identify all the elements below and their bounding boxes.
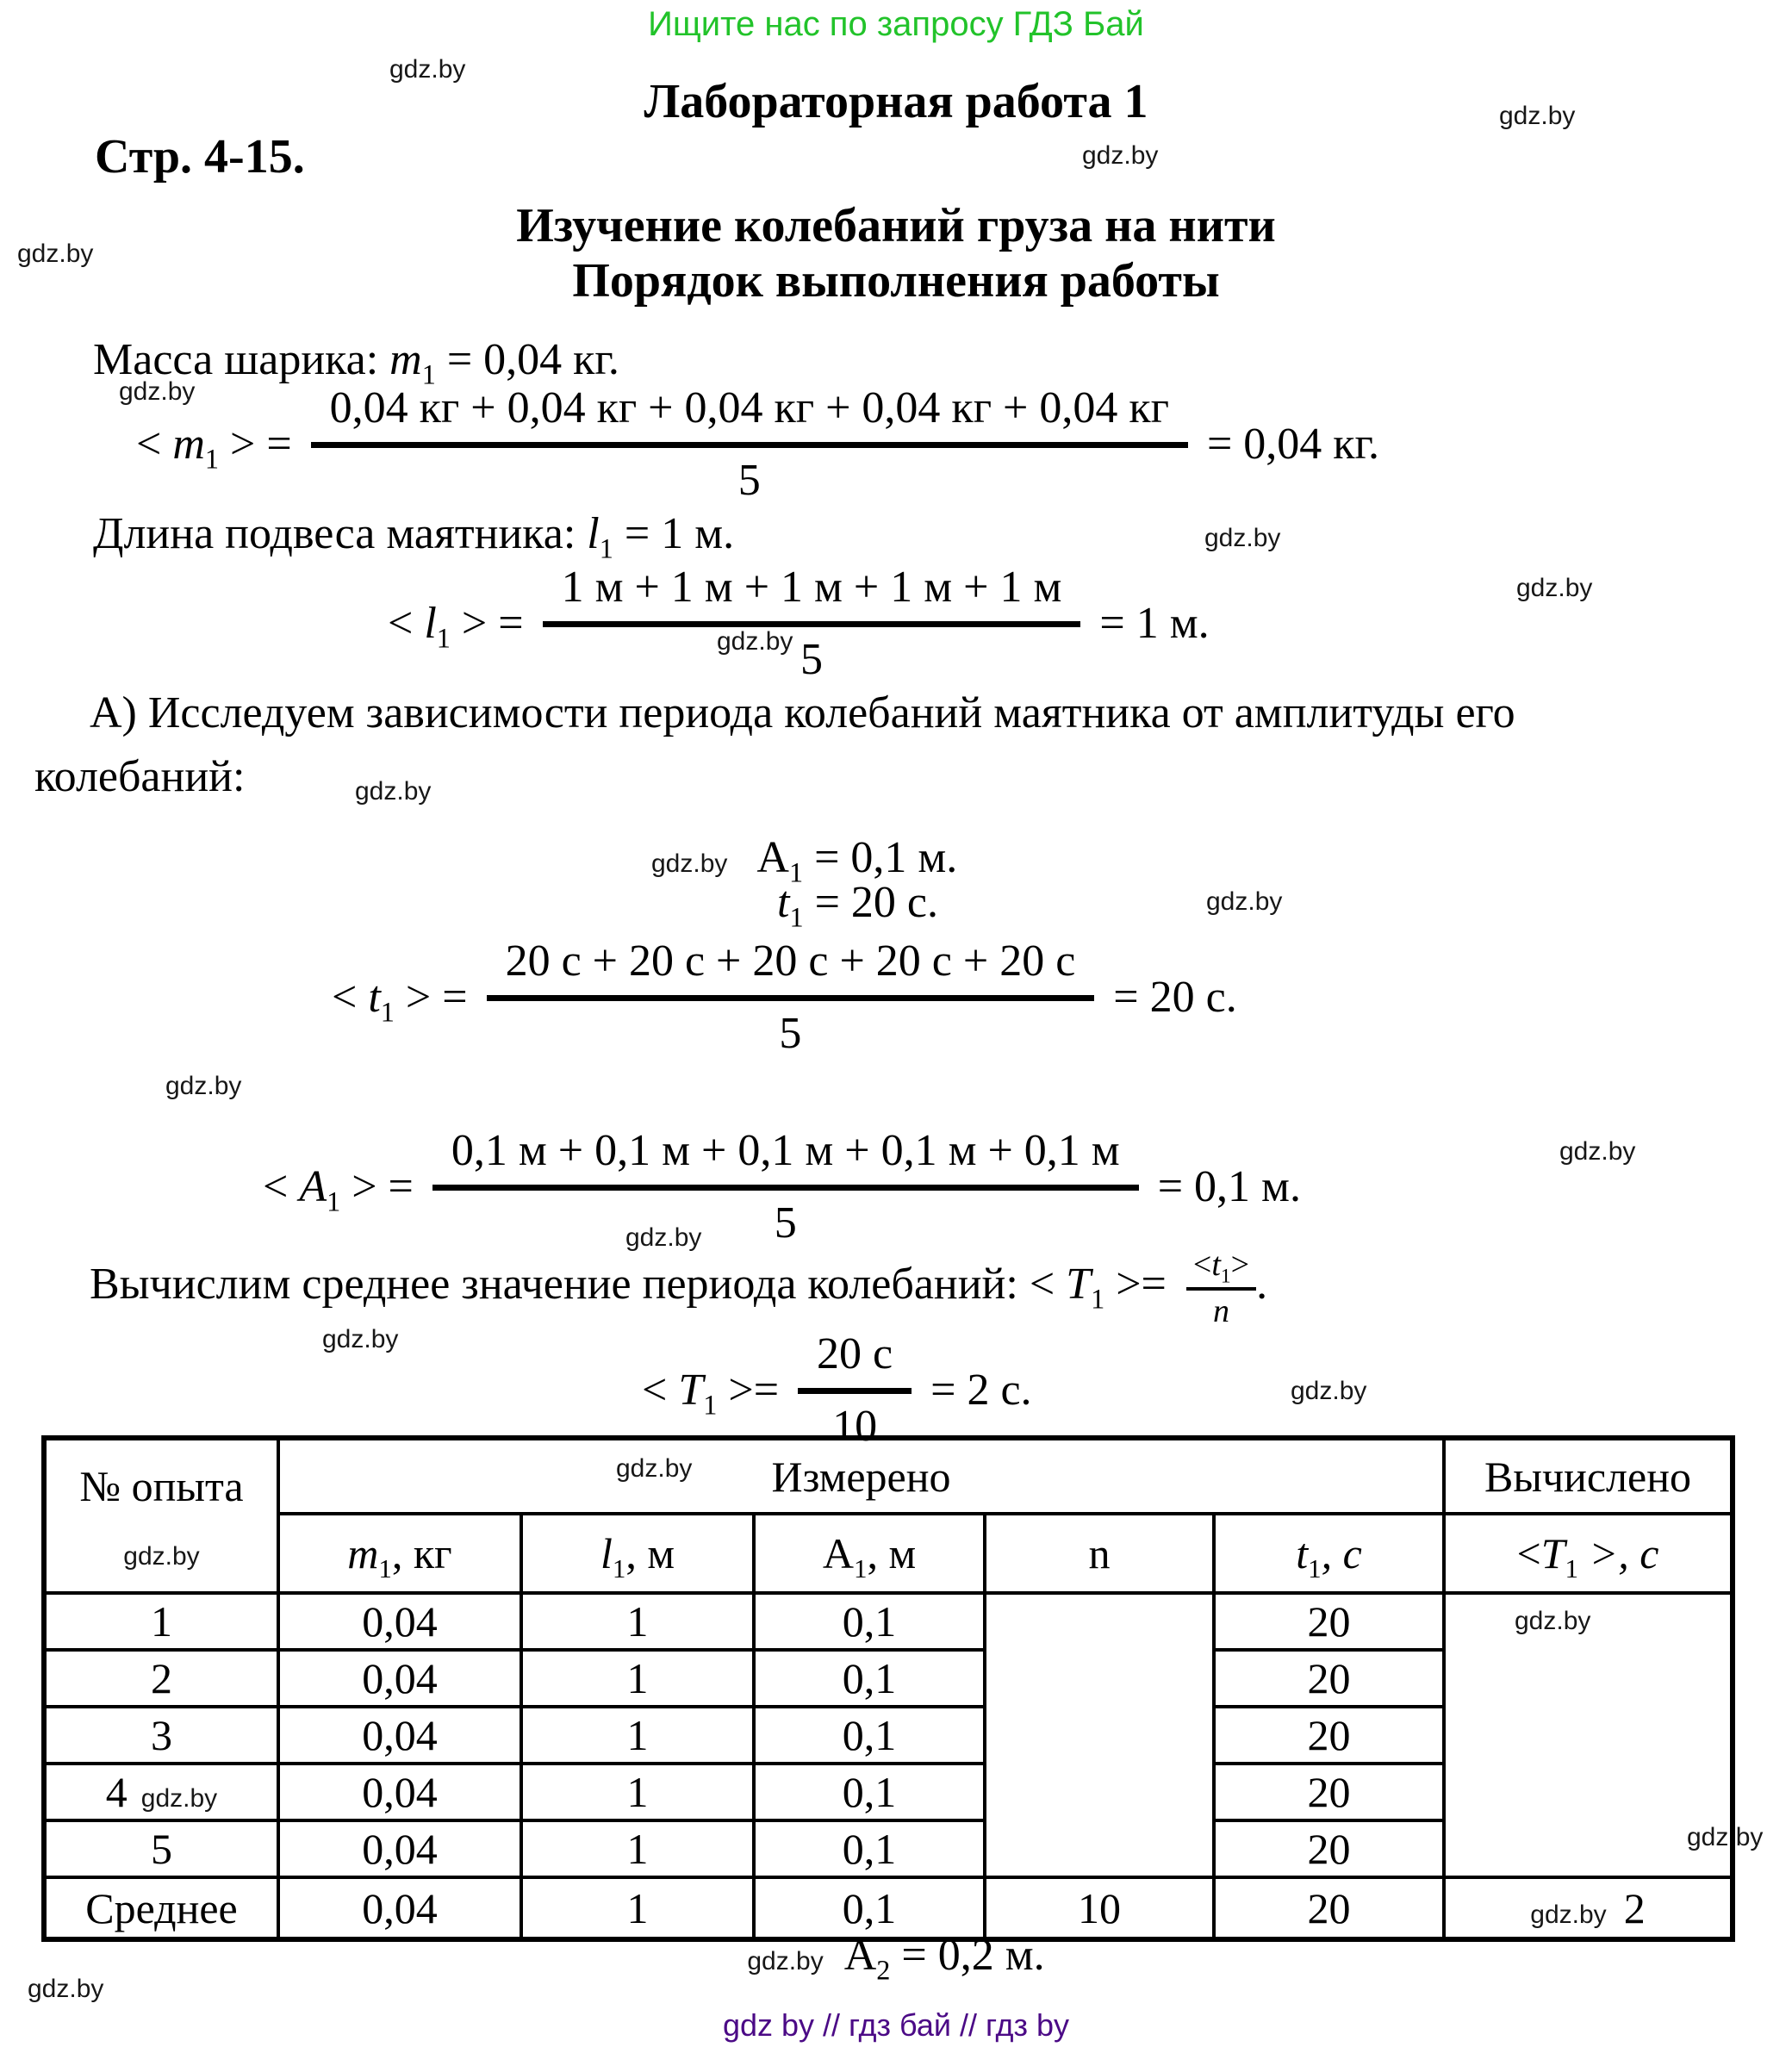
fraction: [487, 936, 1095, 1059]
subtitle-procedure: Порядок выполнения работы: [572, 254, 1220, 308]
table-cell-t: 20: [1214, 1877, 1444, 1939]
mass-variable-sub: 1: [421, 358, 436, 390]
experiment-header-label: № опыта: [79, 1461, 244, 1510]
table-cell-l: 1: [521, 1820, 754, 1877]
mass-variable-sub: 1: [378, 1553, 392, 1583]
angle-open: <: [1029, 1259, 1067, 1309]
fraction-denominator: [1213, 1291, 1229, 1330]
mass-unit: , кг: [391, 1529, 452, 1577]
watermark: gdz.by: [1687, 1823, 1764, 1851]
table-cell-m: 0,04: [278, 1764, 521, 1820]
period-variable: T: [1066, 1259, 1092, 1309]
mass-intro-line: [93, 334, 619, 390]
angle-close: > =: [340, 1162, 414, 1211]
mass-variable: m: [172, 420, 205, 469]
amplitude-variable: А: [756, 833, 789, 882]
measurements-table: [41, 1435, 1735, 1942]
time-line: [777, 877, 938, 933]
angle-close: > =: [394, 973, 468, 1022]
period-variable-sub: 1: [1565, 1553, 1579, 1583]
table-cell-n: 10: [985, 1877, 1214, 1939]
table-cell-num: [44, 1764, 278, 1820]
angle-close: > =: [450, 599, 524, 648]
table-cell-a: 0,1: [754, 1650, 985, 1707]
mass-variable: m: [389, 335, 422, 384]
period-variable: T: [678, 1366, 704, 1415]
time-variable: t: [1211, 1247, 1221, 1283]
amplitude-variable: А: [822, 1529, 854, 1577]
table-cell-avg-label: Среднее: [44, 1877, 278, 1939]
subtitle-topic: Изучение колебаний груза на нити: [516, 199, 1276, 252]
table-cell-l: 1: [521, 1764, 754, 1820]
table-cell-col-T: [1444, 1514, 1733, 1593]
table-cell-m: 0,04: [278, 1593, 521, 1650]
table-header-row-2: [44, 1514, 1733, 1593]
watermark: gdz.by: [140, 1784, 218, 1813]
time-variable-sub: 1: [1308, 1553, 1322, 1583]
table-cell-col-t: [1214, 1514, 1444, 1593]
time-variable: t: [368, 973, 381, 1022]
watermark: gdz.by: [1516, 574, 1593, 602]
amplitude-value: = 0,1 м.: [803, 833, 958, 882]
amplitude-variable-sub: 1: [327, 1185, 341, 1217]
measured-header-label: Измерено: [771, 1452, 951, 1501]
watermark: gdz.by: [1204, 524, 1281, 552]
time-variable: t: [1296, 1529, 1309, 1577]
page-reference: Стр. 4-15.: [95, 130, 305, 184]
watermark: gdz.by: [1291, 1377, 1367, 1405]
watermark: gdz.by: [165, 1072, 242, 1100]
length-variable: l: [587, 509, 600, 558]
period-variable-sub: 1: [1091, 1283, 1105, 1315]
table-cell-experiment-header: [44, 1438, 278, 1593]
count-variable: n: [1088, 1529, 1111, 1577]
angle-close: >: [1230, 1247, 1250, 1283]
table-cell-a: 0,1: [754, 1707, 985, 1764]
table-cell-T-merged: [1444, 1593, 1733, 1877]
avg-length-equation: [388, 562, 1210, 685]
watermark: gdz.by: [747, 1947, 824, 1975]
watermark: gdz.by: [625, 1223, 702, 1252]
table-cell-calculated-header: [1444, 1438, 1733, 1514]
table-cell-num: 1: [44, 1593, 278, 1650]
watermark: gdz.by: [17, 240, 94, 268]
fraction-numerator: 20 с + 20 с + 20 с + 20 с + 20 с: [487, 936, 1095, 1001]
table-cell-t: 20: [1214, 1820, 1444, 1877]
time-variable-sub: 1: [380, 996, 395, 1028]
period-unit: >, c: [1578, 1529, 1659, 1577]
watermark: gdz.by: [1559, 1137, 1636, 1166]
watermark: gdz.by: [28, 1975, 104, 2003]
table-cell-a: 0,1: [754, 1877, 985, 1939]
fraction-denominator: 10: [832, 1402, 878, 1451]
fraction: [432, 1125, 1139, 1248]
time-unit: , c: [1321, 1529, 1362, 1577]
mass-intro-text: Масса шарика:: [93, 335, 390, 384]
avg-mass-result: = 0,04 кг.: [1206, 420, 1379, 469]
watermark: gdz.by: [389, 55, 466, 84]
fraction: [798, 1328, 912, 1452]
amplitude-variable-sub: 1: [788, 856, 804, 888]
length-unit: , м: [625, 1529, 675, 1577]
avg-time-result: = 20 с.: [1113, 973, 1237, 1022]
table-cell-l: 1: [521, 1877, 754, 1939]
avg-time-lhs: [332, 972, 468, 1028]
fraction-denominator: 5: [779, 1009, 802, 1058]
table-cell-t: 20: [1214, 1764, 1444, 1820]
table-cell-col-l: [521, 1514, 754, 1593]
count-variable: n: [1212, 1293, 1229, 1329]
fraction-numerator: [1186, 1246, 1256, 1291]
length-intro-line: [93, 508, 735, 564]
amplitude2-value: = 0,2 м.: [890, 1931, 1045, 1980]
time-variable: t: [777, 878, 790, 927]
watermark: gdz.by: [651, 849, 728, 878]
angle-open: <: [388, 599, 425, 648]
length-variable: l: [600, 1529, 613, 1577]
length-variable-sub: 1: [599, 532, 613, 564]
angle-open: <: [332, 973, 369, 1022]
avg-amplitude-lhs: [263, 1161, 414, 1217]
period-variable: T: [1540, 1529, 1565, 1577]
watermark: gdz.by: [1499, 102, 1576, 130]
watermark: gdz.by: [616, 1454, 693, 1483]
table-cell-a: 0,1: [754, 1593, 985, 1650]
watermark: gdz.by: [1206, 887, 1283, 916]
mass-intro-value: = 0,04 кг.: [435, 335, 619, 384]
fraction: [311, 383, 1188, 506]
table-cell-col-a: [754, 1514, 985, 1593]
time-value: = 20 с.: [803, 878, 938, 927]
table-cell-t: 20: [1214, 1707, 1444, 1764]
fraction-denominator: 5: [800, 635, 823, 684]
table-cell-num: 3: [44, 1707, 278, 1764]
table-cell-m: 0,04: [278, 1820, 521, 1877]
angle-open: <: [136, 420, 173, 469]
angle-open: <: [642, 1366, 679, 1415]
time-variable-sub: 1: [1220, 1265, 1231, 1288]
watermark: gdz.by: [1515, 1607, 1591, 1635]
table-cell-m: 0,04: [278, 1877, 521, 1939]
amplitude2-variable: А: [843, 1931, 877, 1980]
amplitude2-variable-sub: 2: [876, 1954, 891, 1986]
mass-variable: m: [347, 1529, 379, 1577]
fraction: [1186, 1246, 1256, 1330]
footer-sites: gdz by // гдз бай // гдз by: [722, 2007, 1070, 2043]
angle-open: <: [1192, 1247, 1212, 1283]
avg-length-lhs: [388, 598, 524, 654]
angle-close: >=: [1104, 1259, 1178, 1309]
angle-close: >=: [717, 1366, 780, 1415]
fraction-numerator: 0,1 м + 0,1 м + 0,1 м + 0,1 м + 0,1 м: [432, 1125, 1139, 1191]
amplitude-line: [651, 832, 958, 888]
length-intro-value: = 1 м.: [613, 509, 735, 558]
table-cell-m: 0,04: [278, 1650, 521, 1707]
amplitude-unit: , м: [867, 1529, 917, 1577]
watermark: gdz.by: [123, 1541, 200, 1571]
period-average-value: 2: [1623, 1883, 1646, 1932]
fraction-numerator: 20 с: [798, 1328, 912, 1394]
avg-mass-equation: [136, 383, 1379, 506]
part-a-paragraph-line1: А) Исследуем зависимости периода колебаний маятника от амплитуды его: [90, 688, 1515, 737]
period-variable-sub: 1: [703, 1389, 718, 1421]
table-cell-n-merged: [985, 1593, 1214, 1877]
fraction-denominator: 5: [737, 456, 761, 505]
table-cell-l: 1: [521, 1707, 754, 1764]
table-cell-num: 2: [44, 1650, 278, 1707]
watermark: gdz.by: [1082, 141, 1159, 170]
table-cell-measured-header: [278, 1438, 1444, 1514]
length-intro-text: Длина подвеса маятника:: [93, 509, 588, 558]
period-calc-equation: [642, 1328, 1032, 1452]
table-cell-t: 20: [1214, 1650, 1444, 1707]
period-sentence: [90, 1246, 1267, 1330]
angle-open: <: [263, 1162, 300, 1211]
amplitude-variable: A: [299, 1162, 327, 1211]
table-row: [44, 1593, 1733, 1650]
fraction-numerator: 1 м + 1 м + 1 м + 1 м + 1 м: [543, 562, 1081, 627]
watermark: gdz.by: [322, 1325, 399, 1353]
promo-banner: Ищите нас по запросу ГДЗ Бай: [648, 5, 1144, 43]
table-cell-col-m: [278, 1514, 521, 1593]
table-cell-num: 5: [44, 1820, 278, 1877]
time-variable-sub: 1: [789, 901, 804, 933]
table-cell-m: 0,04: [278, 1707, 521, 1764]
period-calc-lhs: [642, 1365, 780, 1421]
angle-open: <: [1516, 1529, 1541, 1577]
table-cell-a: 0,1: [754, 1820, 985, 1877]
length-variable-sub: 1: [612, 1553, 626, 1583]
period-sentence-text: Вычислим среднее значение периода колебаний:: [90, 1259, 1030, 1309]
angle-close: > =: [219, 420, 292, 469]
page-title: Лабораторная работа 1: [644, 75, 1148, 128]
avg-length-result: = 1 м.: [1099, 599, 1210, 648]
row-number: 4: [105, 1768, 128, 1816]
watermark: gdz.by: [717, 627, 793, 656]
table-cell-l: 1: [521, 1593, 754, 1650]
table-cell-t: 20: [1214, 1593, 1444, 1650]
table-cell-a: 0,1: [754, 1764, 985, 1820]
fraction-denominator: 5: [774, 1198, 797, 1247]
part-a-paragraph-line2: колебаний:: [34, 752, 246, 801]
avg-amplitude-equation: [263, 1125, 1301, 1248]
watermark: gdz.by: [1530, 1900, 1607, 1929]
sentence-period: .: [1256, 1259, 1268, 1309]
table-cell-l: 1: [521, 1650, 754, 1707]
length-variable: l: [424, 599, 437, 648]
table-header-row-1: [44, 1438, 1733, 1514]
avg-mass-lhs: [136, 419, 292, 475]
length-variable-sub: 1: [436, 622, 451, 654]
amplitude2-line: [0, 1930, 1792, 1986]
fraction: [543, 562, 1081, 685]
watermark: gdz.by: [119, 377, 196, 406]
avg-amplitude-result: = 0,1 м.: [1157, 1162, 1301, 1211]
avg-time-equation: [332, 936, 1237, 1059]
period-calc-result: = 2 с.: [930, 1366, 1032, 1415]
amplitude-variable-sub: 1: [853, 1553, 868, 1583]
fraction-numerator: 0,04 кг + 0,04 кг + 0,04 кг + 0,04 кг + 0,04 кг: [311, 383, 1188, 448]
watermark: gdz.by: [355, 777, 432, 806]
table-cell-col-n: [985, 1514, 1214, 1593]
calculated-header-label: Вычислено: [1484, 1452, 1691, 1501]
mass-variable-sub: 1: [204, 443, 220, 475]
